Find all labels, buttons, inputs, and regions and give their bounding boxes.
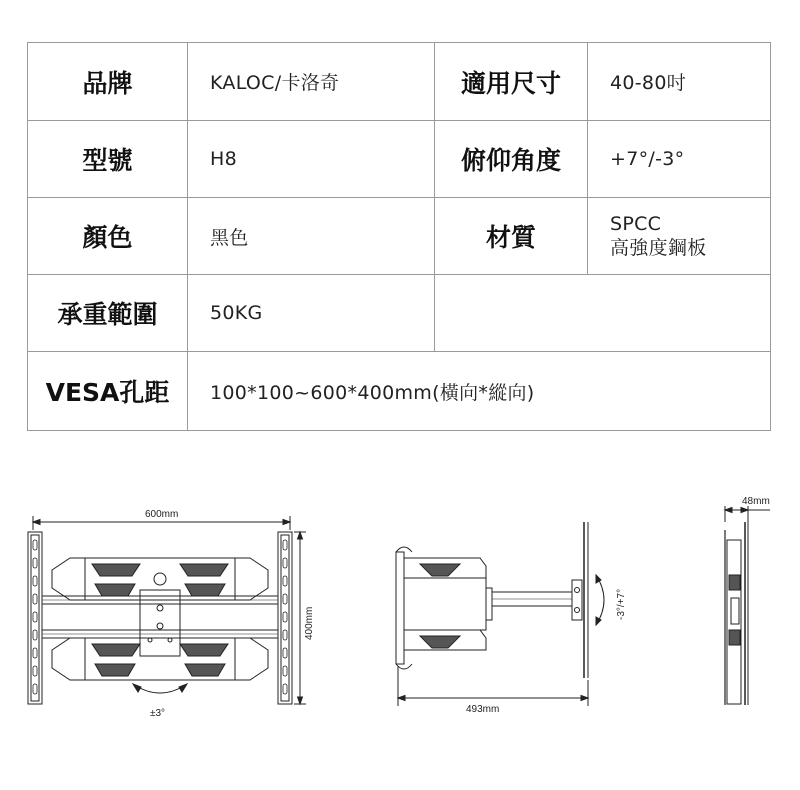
tilt-value: +7°/-3° <box>588 121 771 198</box>
width-dimension-label: 600mm <box>145 509 179 520</box>
spec-table <box>27 42 771 431</box>
spec-row-color <box>28 198 771 275</box>
material-value-line-1: SPCC <box>610 213 662 235</box>
model-label: 型號 <box>28 121 188 198</box>
spec-row-model <box>28 121 771 198</box>
vesa-value: 100*100~600*400mm(橫向*縱向) <box>188 352 771 431</box>
depth-view <box>725 506 770 705</box>
front-view <box>28 516 306 704</box>
material-value-line-2: 高強度鋼板 <box>610 237 707 259</box>
empty-cell <box>435 275 771 352</box>
color-label: 顏色 <box>28 198 188 275</box>
spec-row-brand <box>28 43 771 121</box>
brand-label: 品牌 <box>28 43 188 121</box>
load-value: 50KG <box>188 275 435 352</box>
color-value: 黑色 <box>188 198 435 275</box>
swivel-dimension-label: ±3° <box>150 708 166 719</box>
brand-value: KALOC/卡洛奇 <box>188 43 435 121</box>
height-dimension-label: 400mm <box>304 606 315 640</box>
size-label: 適用尺寸 <box>435 43 588 121</box>
material-label: 材質 <box>435 198 588 275</box>
model-value: H8 <box>188 121 435 198</box>
vesa-label: VESA孔距 <box>28 352 188 431</box>
side-view <box>396 522 604 706</box>
technical-drawings <box>0 480 800 740</box>
tilt-dimension-label: -3°/+7° <box>616 588 627 620</box>
extension-dimension-label: 493mm <box>466 704 500 715</box>
spec-row-load <box>28 275 771 352</box>
spec-row-vesa <box>28 352 771 431</box>
tilt-label: 俯仰角度 <box>435 121 588 198</box>
depth-dimension-label: 48mm <box>742 496 770 507</box>
size-value: 40-80吋 <box>588 43 771 121</box>
load-label: 承重範圍 <box>28 275 188 352</box>
material-value <box>588 198 771 275</box>
